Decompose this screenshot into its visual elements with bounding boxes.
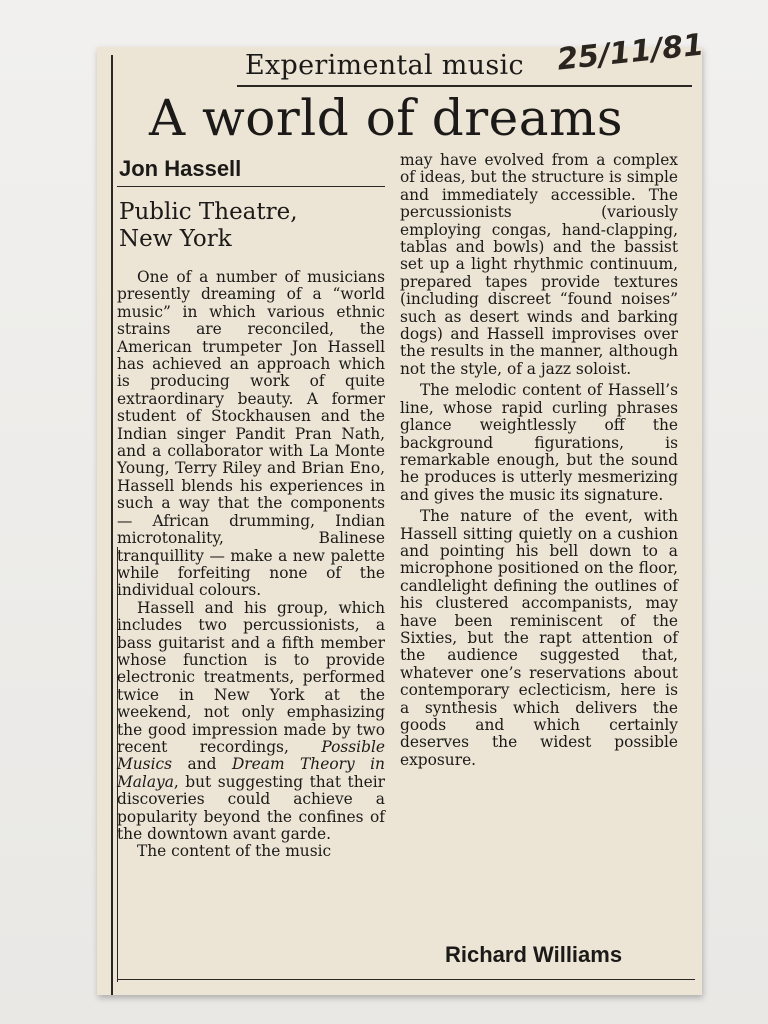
article-paragraph: One of a number of musicians presently dreaming of a “world music” in which various ethnic strains are reconciled, the American trumpeter Jon Hassell has achieved an approach which is producing work of quite extraordinary beauty. A former student of Stockhausen and the Indian singer Pandit Pran Nath, and a collaborator with La Monte Young, Terry Riley and Brian Eno, Hassell blends his experiences in such a way that the components — African drumming, Indian microtonality, Balinese tranquillity — make a new palette while forfeiting none of the individual colours. <box>117 268 385 600</box>
paragraph-text: and <box>187 755 217 774</box>
byline: Richard Williams <box>445 942 623 967</box>
article-paragraph: The nature of the event, with Hassell sitting quietly on a cushion and pointing his bell down to a microphone positioned on the floor, candlelight defining the outlines of his clustered accompanists, may have been reminiscent of the Sixties, but the rapt attention of the audience suggested that, whatever one’s reservations about contemporary eclecticism, here is a synthesis which delivers the goods and which certainly deserves the widest possible exposure. <box>400 507 678 769</box>
venue-line: Public Theatre, <box>119 199 298 225</box>
album-title: Dream Theory in Malaya <box>117 755 385 791</box>
article-column-right <box>400 152 678 769</box>
article-paragraph <box>117 600 385 844</box>
newspaper-clipping <box>97 27 706 995</box>
paragraph-text: , but suggesting that their discoveries could achieve a popularity beyond the confines of the downtown avant garde. <box>117 772 385 843</box>
subject-rule <box>117 186 385 187</box>
section-rule <box>237 85 692 87</box>
venue <box>119 199 389 253</box>
section-label: Experimental music <box>245 50 524 81</box>
venue-line: New York <box>119 226 232 252</box>
article-paragraph: may have evolved from a complex of ideas, but the structure is simple and immediately accessible. The percussionists (variously employing congas, hand-clapping, tablas and bowls) and the bassist set up a light rhythmic continuum, prepared tapes provide textures (including discreet “found noises” such as desert winds and barking dogs) and Hassell improvises over the results in the manner, although not the style, of a jazz soloist. <box>400 151 678 378</box>
album-title: Possible Musics <box>117 737 385 774</box>
article-column-left <box>117 269 385 861</box>
review-subject: Jon Hassell <box>119 156 242 181</box>
column-rule-left <box>111 55 113 995</box>
article-paragraph: The content of the music <box>137 842 332 861</box>
headline: A world of dreams <box>149 89 624 147</box>
handwritten-date: 25/11/81 <box>555 27 706 78</box>
bottom-rule <box>117 979 695 980</box>
article-paragraph: The melodic content of Hassell’s line, whose rapid curling phrases glance weightlessly off the background figurations, is remarkable enough, but the sound he produces is utterly mesmerizing and gives the music its signature. <box>400 381 678 504</box>
paragraph-text: Hassell and his group, which includes two percussionists, a bass guitarist and a fifth member whose function is to provide electronic treatments, performed twice in New York at the weekend, not only emphasizing the good impression made by two recent recordings, <box>117 598 385 756</box>
